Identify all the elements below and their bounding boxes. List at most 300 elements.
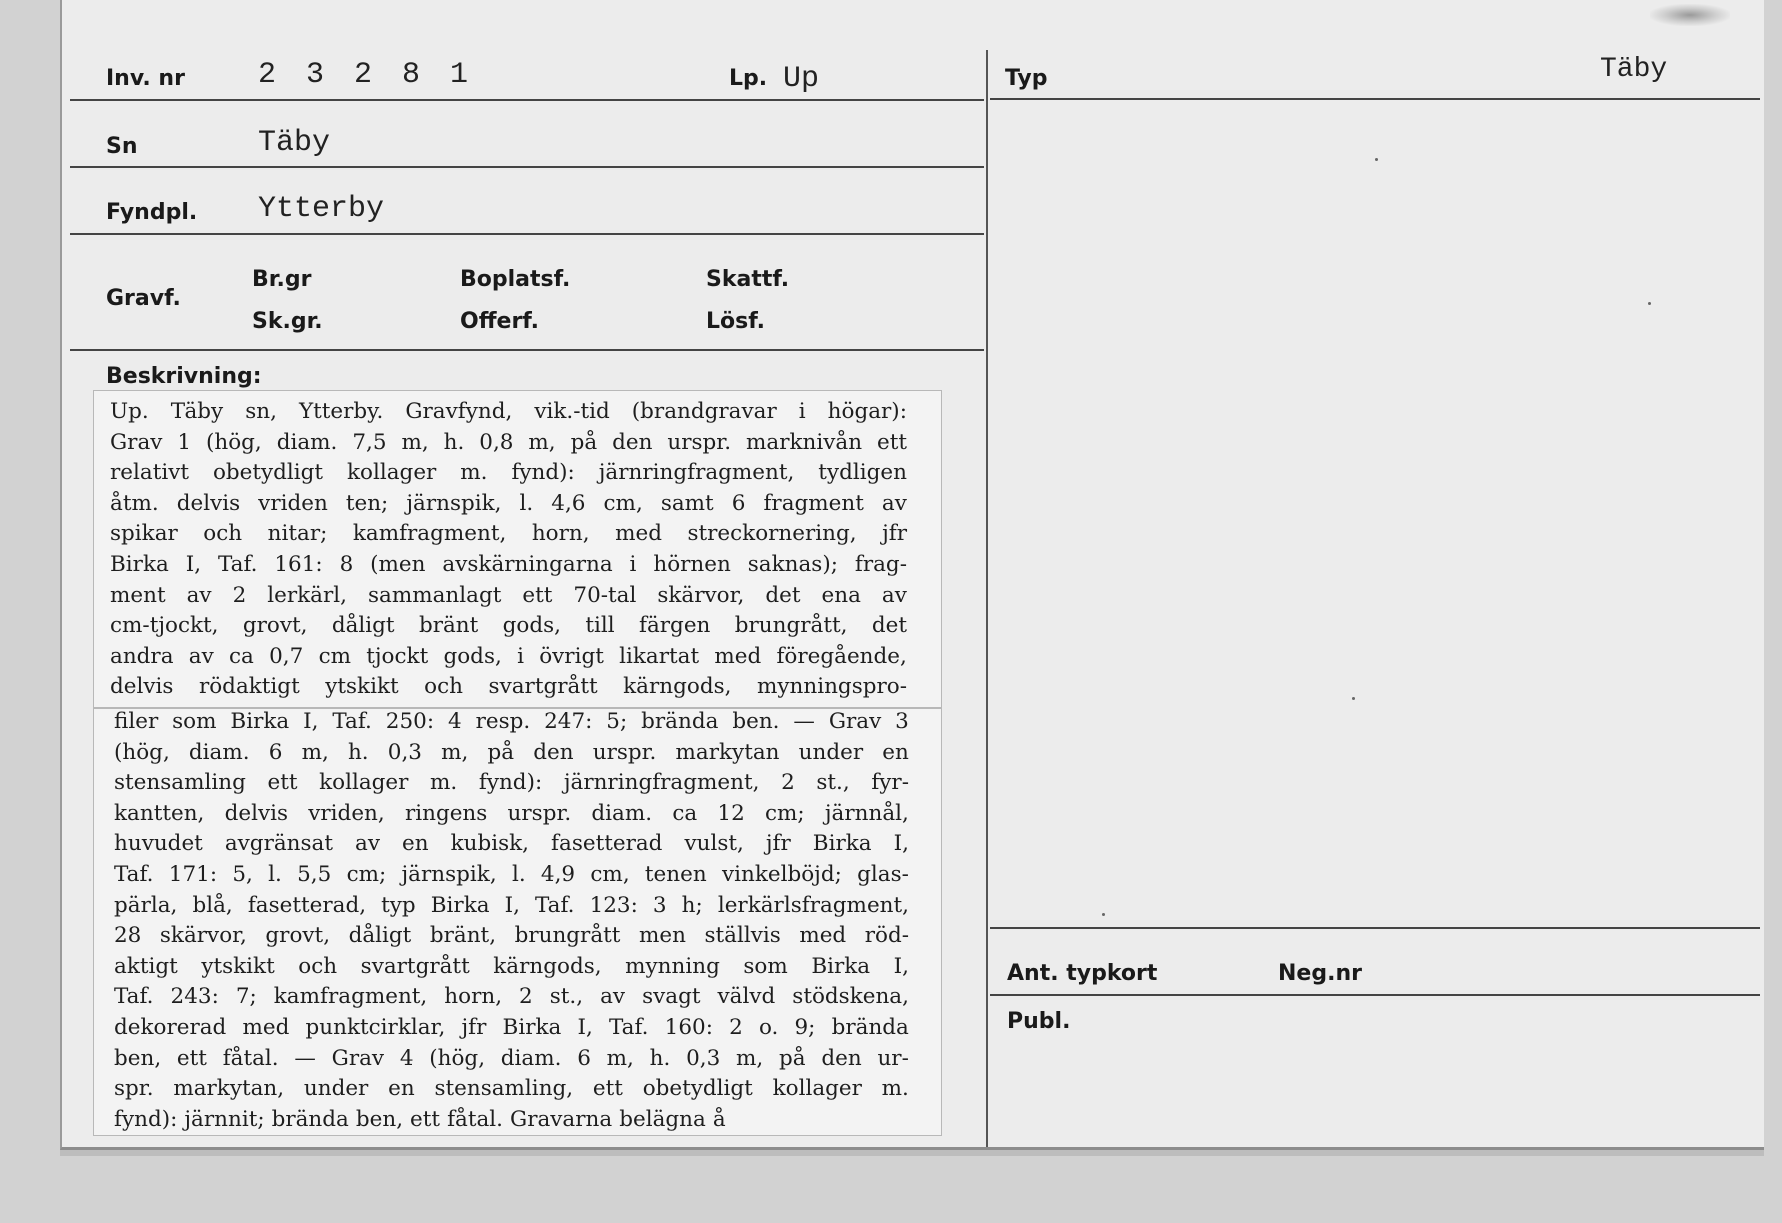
description-word: en	[388, 1076, 415, 1102]
description-word: brungrått	[514, 923, 621, 949]
description-word: diam.	[500, 1045, 562, 1071]
description-word: vriden,	[308, 800, 385, 826]
description-word: åtm.	[110, 490, 159, 516]
description-word: (hög,	[114, 739, 170, 765]
description-word: men	[638, 923, 686, 949]
ant-typkort-label: Ant. typkort	[1007, 961, 1158, 986]
description-line	[110, 458, 907, 489]
description-word: övrigt	[539, 643, 604, 669]
description-word: brända	[271, 1106, 349, 1132]
description-word: blå,	[192, 892, 233, 918]
skgr-label: Sk.gr.	[252, 309, 323, 334]
description-word: Taf.	[217, 551, 258, 577]
description-word: —	[294, 1045, 316, 1071]
description-line	[110, 611, 907, 642]
description-word: punktcirklar,	[305, 1014, 446, 1040]
description-word: 3	[652, 892, 667, 918]
description-word: skärvor,	[159, 923, 247, 949]
description-word: grovt,	[265, 923, 331, 949]
description-word: ten;	[345, 490, 389, 516]
description-word: stensamling	[114, 770, 246, 796]
typ-value: Täby	[1600, 54, 1668, 85]
description-word: 5;	[606, 709, 628, 734]
fyndpl-label: Fyndpl.	[106, 200, 198, 225]
description-word: 2	[519, 984, 533, 1010]
description-word: 9;	[794, 1014, 816, 1040]
description-word: 2	[232, 582, 247, 608]
description-word: på	[487, 739, 515, 765]
description-word: högar):	[827, 399, 907, 424]
description-word: stensamling,	[434, 1076, 574, 1102]
description-word: 2	[729, 1014, 743, 1040]
description-word: m.	[430, 770, 458, 796]
description-word: horn,	[444, 984, 503, 1010]
description-word: st.,	[816, 770, 850, 796]
description-word: av	[600, 984, 626, 1010]
description-word: diam.	[591, 800, 653, 826]
description-word: fyr-	[871, 770, 909, 796]
description-word: belägna	[619, 1106, 706, 1132]
description-word: järnringfragment,	[598, 460, 795, 486]
description-word: ställvis	[704, 923, 781, 949]
description-word: 8	[339, 551, 354, 577]
description-word: huvudet	[114, 831, 203, 857]
description-word: urspr.	[592, 739, 657, 765]
description-word: kantten,	[114, 800, 205, 826]
description-word: fasetterad,	[247, 892, 367, 918]
description-word: kubisk,	[450, 831, 530, 857]
rule-gravf	[70, 349, 984, 351]
description-word: diam.	[276, 429, 338, 455]
description-word: pärla,	[114, 892, 178, 918]
publ-label: Publ.	[1007, 1009, 1071, 1034]
description-word: marknivån	[746, 429, 863, 455]
description-line	[114, 982, 909, 1013]
description-word: delvis	[110, 674, 174, 700]
description-word: Täby	[170, 399, 224, 424]
description-word: av	[881, 582, 907, 608]
description-word: —	[793, 709, 815, 734]
description-word: ett	[410, 1106, 441, 1132]
description-word: Birka	[430, 892, 490, 918]
description-word: vinkelböjd;	[721, 861, 842, 887]
smudge-mark	[1650, 4, 1730, 26]
description-word: cm-tjockt,	[110, 613, 219, 639]
rule-typkort-bottom	[990, 994, 1760, 996]
sn-label: Sn	[106, 134, 138, 159]
beskrivning-label: Beskrivning:	[106, 364, 262, 389]
description-word: sn,	[245, 399, 277, 424]
description-word: grovt,	[242, 613, 308, 639]
description-word: 2	[781, 770, 795, 796]
description-word: st.,	[549, 984, 584, 1010]
description-line	[114, 952, 909, 983]
description-word: 160:	[664, 1014, 713, 1040]
description-word: den	[612, 429, 653, 455]
description-word: m,	[301, 739, 329, 765]
description-word: m,	[606, 1045, 634, 1071]
description-word: av	[355, 831, 380, 857]
description-word: m,	[401, 429, 429, 455]
description-word: 0,8	[479, 429, 514, 455]
description-word: en	[882, 739, 909, 765]
description-word: ett	[592, 1076, 623, 1102]
description-word: 70-tal	[573, 582, 637, 608]
description-word: brända	[641, 709, 719, 734]
description-word: föregående,	[776, 643, 907, 669]
description-word: jfr	[765, 831, 791, 857]
description-word: Grav	[331, 1045, 385, 1071]
description-word: 28	[114, 923, 142, 949]
description-word: l.	[519, 490, 534, 516]
paper-speck	[1648, 302, 1651, 305]
description-word: 4	[399, 1045, 414, 1071]
description-word: röd-	[864, 923, 909, 949]
description-line	[110, 519, 907, 550]
description-word: Gravfynd,	[405, 399, 513, 424]
description-word: 5,	[232, 861, 253, 887]
description-word: fynd):	[511, 460, 575, 486]
description-line	[110, 397, 907, 428]
description-word: 0,3	[387, 739, 422, 765]
description-line	[110, 428, 907, 459]
description-word: samt	[660, 490, 714, 516]
paper-speck	[1375, 158, 1378, 161]
description-line	[114, 1013, 909, 1044]
description-word: cm;	[346, 861, 387, 887]
description-word: det	[871, 613, 907, 639]
description-word: ytskikt	[201, 953, 275, 979]
description-line	[110, 581, 907, 612]
description-word: ringens	[404, 800, 488, 826]
description-word: likartat	[619, 643, 700, 669]
description-word: vulst,	[684, 831, 744, 857]
description-word: ett	[876, 429, 907, 455]
description-word: markytan,	[173, 1076, 285, 1102]
description-word: nitar;	[267, 521, 328, 547]
description-word: med	[615, 521, 662, 547]
description-line	[114, 829, 909, 860]
description-word: till	[585, 613, 615, 639]
description-word: 7;	[235, 984, 257, 1010]
description-word: m,	[736, 1045, 764, 1071]
description-word: glas-	[857, 861, 909, 887]
description-word: obetydligt	[212, 460, 324, 486]
description-word: urspr.	[507, 800, 572, 826]
description-word: rödaktigt	[198, 674, 300, 700]
description-word: som	[743, 953, 788, 979]
description-word: cm,	[590, 861, 630, 887]
description-word: 3	[895, 709, 909, 734]
description-word: avgränsat	[224, 831, 334, 857]
description-word: Taf.	[608, 1014, 649, 1040]
lp-value: Up	[783, 62, 820, 96]
description-word: färgen	[639, 613, 711, 639]
description-word: Birka	[812, 831, 872, 857]
description-word: på	[779, 1045, 806, 1071]
description-line	[114, 921, 909, 952]
description-word: h.	[347, 739, 369, 765]
description-word: järnnål,	[824, 800, 909, 826]
description-word: Up.	[110, 399, 149, 424]
description-word: Birka	[230, 709, 290, 734]
description-word: tjockt	[366, 643, 429, 669]
description-word: i	[798, 399, 806, 424]
description-word: lerkärl,	[267, 582, 347, 608]
description-word: ena	[821, 582, 861, 608]
description-word: 1	[177, 429, 192, 455]
description-word: I,	[893, 953, 909, 979]
description-line	[114, 860, 909, 891]
description-word: Taf.	[114, 984, 154, 1010]
description-word: det	[765, 582, 801, 608]
description-word: 5,5	[297, 861, 332, 887]
description-word: resp.	[475, 709, 531, 734]
description-word: (hög,	[429, 1045, 486, 1071]
description-word: 161:	[274, 551, 323, 577]
description-word: på	[570, 429, 598, 455]
description-word: järnnit;	[184, 1106, 265, 1132]
description-line	[110, 550, 907, 581]
description-word: m,	[528, 429, 556, 455]
paper-speck	[1102, 913, 1105, 916]
description-word: sammanlagt	[367, 582, 502, 608]
brgr-label: Br.gr	[252, 267, 312, 292]
description-word: och	[424, 674, 464, 700]
description-word: 0,7	[269, 643, 304, 669]
column-divider	[986, 50, 988, 1147]
sn-value: Täby	[258, 126, 331, 160]
description-word: under	[303, 1076, 369, 1102]
description-word: cm,	[603, 490, 643, 516]
description-word: den	[533, 739, 574, 765]
description-word: fynd):	[478, 770, 543, 796]
description-word: tenen	[644, 861, 707, 887]
description-word: m.	[881, 1076, 909, 1102]
description-word: l.	[268, 861, 282, 887]
description-word: svagt	[642, 984, 701, 1010]
description-word: delvis	[224, 800, 289, 826]
description-word: 6	[731, 490, 746, 516]
rule-inv	[70, 99, 984, 101]
description-word: fåtal.	[222, 1045, 279, 1071]
description-word: fragment	[763, 490, 864, 516]
description-word: å	[712, 1106, 726, 1132]
description-line	[114, 891, 909, 922]
description-word: 123:	[589, 892, 638, 918]
description-word: 7,5	[352, 429, 387, 455]
description-word: kollager	[347, 460, 437, 486]
description-word: i	[629, 551, 637, 577]
inv-nr-value: 2 3 2 8 1	[258, 58, 475, 92]
description-line	[114, 768, 909, 799]
description-word: Grav	[110, 429, 163, 455]
fyndpl-value: Ytterby	[258, 192, 385, 226]
paper-speck	[1352, 697, 1355, 700]
description-word: kärngods,	[493, 953, 602, 979]
description-word: med	[714, 643, 762, 669]
description-word: svartgrått	[488, 674, 598, 700]
description-word: (men	[370, 551, 426, 577]
description-word: bränt,	[429, 923, 497, 949]
description-word: 0,3	[686, 1045, 721, 1071]
description-word: horn,	[531, 521, 590, 547]
description-word: 6	[577, 1045, 591, 1071]
description-word: l.	[511, 861, 526, 887]
description-word: I,	[504, 892, 520, 918]
description-word: jfr	[461, 1014, 487, 1040]
description-word: h.	[649, 1045, 671, 1071]
description-word: vik.-tid	[534, 399, 610, 424]
description-word: ben,	[355, 1106, 404, 1132]
description-word: 243:	[170, 984, 219, 1010]
description-word: 12	[717, 800, 745, 826]
description-word: dåligt	[331, 613, 395, 639]
description-word: en	[402, 831, 429, 857]
description-word: andra	[110, 643, 174, 669]
description-word: skärvor,	[657, 582, 745, 608]
description-word: Grav	[828, 709, 882, 734]
rule-typkort-top	[990, 927, 1760, 929]
description-word: dåligt	[348, 923, 412, 949]
description-word: spikar	[110, 521, 178, 547]
description-word: dekorerad	[114, 1014, 227, 1040]
description-word: svartgrått	[360, 953, 470, 979]
description-word: brända	[831, 1014, 909, 1040]
description-word: gods,	[443, 643, 502, 669]
description-word: mynningspro-	[756, 674, 907, 700]
description-word: bränt	[418, 613, 479, 639]
description-word: med	[799, 923, 847, 949]
description-word: av	[188, 643, 214, 669]
description-word: under	[798, 739, 864, 765]
description-word: h.	[443, 429, 465, 455]
description-word: cm;	[764, 800, 805, 826]
rule-fyndpl	[70, 233, 984, 235]
description-word: Ytterby.	[298, 399, 384, 424]
description-line	[110, 642, 907, 673]
offerf-label: Offerf.	[460, 309, 540, 334]
description-word: med	[242, 1014, 290, 1040]
description-word: vriden	[258, 490, 328, 516]
description-word: diam.	[188, 739, 250, 765]
description-word: av	[186, 582, 212, 608]
description-word: järnringfragment,	[563, 770, 760, 796]
description-word: (brandgravar	[631, 399, 777, 424]
description-word: ben,	[114, 1045, 162, 1071]
description-word: gods,	[502, 613, 561, 639]
description-word: Taf.	[332, 709, 372, 734]
description-word: 171:	[168, 861, 218, 887]
description-word: i	[517, 643, 524, 669]
description-word: ytskikt	[325, 674, 399, 700]
description-word: Taf.	[535, 892, 575, 918]
description-word: brungrått,	[734, 613, 848, 639]
description-word: (hög,	[205, 429, 262, 455]
description-word: 4,6	[551, 490, 586, 516]
description-line	[114, 1044, 909, 1075]
description-word: Birka	[811, 953, 871, 979]
description-word: Birka	[110, 551, 169, 577]
losf-label: Lösf.	[706, 309, 765, 334]
description-word: järnspik,	[406, 490, 502, 516]
neg-nr-label: Neg.nr	[1278, 961, 1362, 986]
description-word: den	[821, 1045, 862, 1071]
description-word: I,	[893, 831, 909, 857]
description-word: h;	[681, 892, 703, 918]
description-word: ca	[229, 643, 254, 669]
description-word: ben.	[732, 709, 780, 734]
description-word: 6	[268, 739, 283, 765]
description-word: ment	[110, 582, 166, 608]
description-word: kamfragment,	[273, 984, 428, 1010]
description-word: och	[298, 953, 338, 979]
description-word: aktigt	[114, 953, 178, 979]
description-word: fåtal.	[447, 1106, 504, 1132]
description-word: Gravarna	[510, 1106, 613, 1132]
description-word: ett	[176, 1045, 207, 1071]
rule-sn	[70, 166, 984, 168]
description-word: stödskena,	[792, 984, 909, 1010]
description-line	[114, 1074, 909, 1105]
description-word: relativt	[110, 460, 189, 486]
description-word: obetydligt	[642, 1076, 753, 1102]
description-word: markytan	[675, 739, 780, 765]
description-word: ur-	[877, 1045, 909, 1071]
description-word: ett	[267, 770, 298, 796]
description-word: jfr	[882, 521, 907, 547]
description-word: I,	[303, 709, 319, 734]
description-word: typ	[381, 892, 416, 918]
description-line	[114, 1105, 909, 1136]
description-text-top	[110, 397, 907, 703]
description-line	[114, 738, 909, 769]
description-word: 4,9	[540, 861, 576, 887]
description-word: lerkärlsfragment,	[717, 892, 909, 918]
description-word: av	[881, 490, 907, 516]
description-word: kollager	[772, 1076, 862, 1102]
description-word: m,	[441, 739, 469, 765]
description-word: kärngods,	[623, 674, 732, 700]
inv-nr-label: Inv. nr	[106, 66, 185, 91]
description-word: ca	[672, 800, 698, 826]
description-word: 250:	[385, 709, 435, 734]
description-line	[114, 707, 909, 738]
description-word: 247:	[544, 709, 593, 734]
description-word: cm	[318, 643, 351, 669]
lp-label: Lp.	[729, 66, 768, 91]
description-word: kamfragment,	[352, 521, 507, 547]
description-word: avskärningarna	[442, 551, 613, 577]
description-word: delvis	[176, 490, 241, 516]
typ-label: Typ	[1005, 66, 1048, 91]
description-word: frag-	[854, 551, 907, 577]
description-word: hörnen	[653, 551, 731, 577]
gravf-label: Gravf.	[106, 286, 181, 311]
description-word: filer	[114, 709, 159, 734]
description-word: 4	[447, 709, 462, 734]
description-word: I,	[185, 551, 202, 577]
description-text-bottom	[114, 707, 909, 1135]
description-word: Birka	[502, 1014, 562, 1040]
description-word: saknas);	[747, 551, 838, 577]
description-line	[114, 799, 909, 830]
description-word: mynning	[625, 953, 720, 979]
description-word: fynd):	[114, 1106, 178, 1132]
description-word: som	[172, 709, 217, 734]
description-word: spr.	[114, 1076, 154, 1102]
skattf-label: Skattf.	[706, 267, 790, 292]
